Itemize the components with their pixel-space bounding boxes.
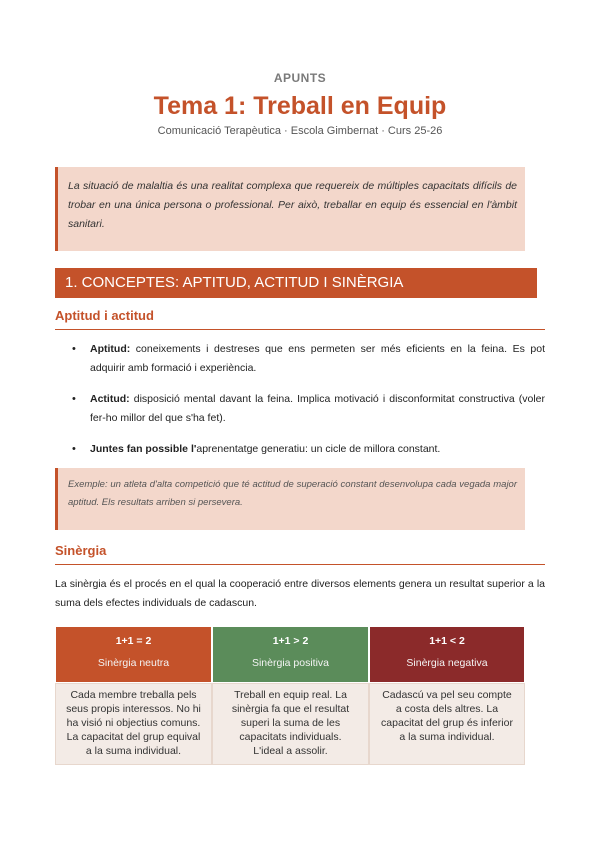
document-kicker: APUNTS — [273, 71, 327, 85]
equation-label: 1+1 = 2 — [115, 635, 152, 647]
page-title: Tema 1: Treball en Equip — [153, 92, 447, 120]
table-header-cell-positiva — [212, 626, 369, 683]
equation-label: 1+1 < 2 — [429, 635, 465, 647]
sinergia-table — [55, 626, 525, 765]
bullet-term: Aptitud: — [90, 343, 131, 355]
bullet-text: aprenentatge generatiu: un cicle de millora constant. — [196, 443, 441, 455]
subheading-sinergia: Sinèrgia — [55, 543, 545, 565]
table-cell-neutra: Cada membre treballa pels seus propis interessos. No hi ha visió ni objectius comuns. La capacitat del grup equival a la suma individual. — [55, 683, 212, 765]
bullet-term: Juntes fan possible l' — [90, 443, 197, 455]
type-label: Sinèrgia negativa — [406, 657, 488, 669]
section-heading-1: 1. CONCEPTES: APTITUD, ACTITUD I SINÈRGIA — [55, 268, 537, 298]
table-header-cell-negativa — [369, 626, 525, 683]
example-callout: Exemple: un atleta d'alta competició que té actitud de superació constant desenvolupa cada vegada major aptitud. Els resultats arriben si persevera. — [55, 468, 525, 530]
type-label: Sinèrgia neutra — [97, 657, 170, 669]
intro-callout: La situació de malaltia és una realitat complexa que requereix de múltiples capacitats difícils de trobar en una única persona o professional. Per això, treballar en equip és essencial en l'àmbit sanitari. — [55, 167, 525, 251]
aptitud-bullet-list — [55, 340, 545, 471]
equation-label: 1+1 > 2 — [272, 635, 309, 647]
subheading-aptitud: Aptitud i actitud — [55, 308, 545, 330]
table-header-cell-neutra — [55, 626, 212, 683]
list-item — [55, 390, 545, 428]
bullet-text: disposició mental davant la feina. Implica motivació i disconformitat constructiva (voler fer-ho millor del que s'ha fet). — [90, 393, 545, 424]
table-cell-negativa: Cadascú va pel seu compte a costa dels altres. La capacitat del grup és inferior a la suma individual. — [369, 683, 525, 765]
bullet-text: coneixements i destreses que ens permeten ser més eficients en la feina. Es pot adquirir amb formació i experiència. — [90, 343, 545, 374]
sinergia-paragraph: La sinèrgia és el procés en el qual la cooperació entre diversos elements genera un resultat superior a la suma dels efectes individuals de cadascun. — [55, 578, 545, 609]
type-label: Sinèrgia positiva — [251, 657, 330, 669]
bullet-term: Actitud: — [90, 393, 130, 405]
list-item — [55, 440, 545, 459]
list-item — [55, 340, 545, 378]
page-subtitle: Comunicació Terapèutica · Escola Gimbernat · Curs 25-26 — [157, 125, 443, 137]
table-cell-positiva: Treball en equip real. La sinèrgia fa que el resultat superi la suma de les capacitats individuals. L'ideal a assolir. — [212, 683, 369, 765]
